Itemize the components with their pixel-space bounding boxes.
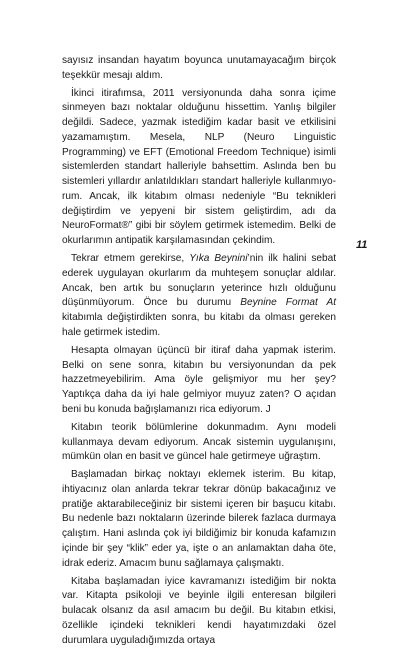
paragraph-text: Hesapta olmayan üçüncü bir itiraf daha yapmak isterim. Belki on sene sonra, kitabın bu versiyonundan da pek hazzetmeyebilirim. Ama öyle gelişmiyor mu her şey? Yaptıkça daha da iyi hale gelmiyor muyuz zaten? O açıdan beni bu konuda bağışlamanızı rica ediyorum. J <box>62 344 336 415</box>
paragraph-text: Başlamadan birkaç noktayı eklemek isterim. Bu kitap, ihtiyacınız olan anlarda tekrar tekrar dönüp bakacağınız ve pratiğe aktarabileceğiniz bir sistemi içeren bir başucu kitabı. Bu nedenle bazı noktaların üzerinde bilerek fazlaca durmaya çalıştım. Hani aslında çok iyi bildiğimiz bir konuda kafamızın içinde bir şey “klik” eder ya, işte o an anlamaktan daha öte, idrak ederiz. Amacım bunu sağlamaya çalışmaktı. <box>62 469 336 569</box>
paragraph <box>62 575 336 649</box>
paragraph-text: İkinci itirafımsa, 2011 versiyonunda daha sonra içime sinmeyen bazı noktalar olduğunu hissettim. Yanlış bilgiler değildi. Sadece, yazmak istediğim kadar basit ve etkilisini yazamamıştım. Mesela, NLP (Neuro Linguistic Programming) ve EFT (Emotional Freedom Technique) isimli sistemlerden standart halleriyle bahsettim. Aslında ben bu sistemleri yıllardır anlatıldıkları standart halleriyle kullanmıyorum. Ancak, ilk kitabım olması nedeniyle “Bu teknikleri değiştirdim ve yepyeni bir sistem geliştirdim, adı da NeuroFormat®” gibi bir söylem getirmek istemedim. Belki de okurlarımın antipatik karşılamasından çekindim. <box>62 87 336 247</box>
paragraph-text: ’nin ilk halini sebat ederek uygulayan okurlarım da muhteşem sonuçlar aldılar. Ancak, ben artık bu sonuçların yeterince hızlı olduğunu düşünmüyorum. Önce bu durumu <box>62 253 337 309</box>
book-title-italic: Beynine Format At <box>240 297 337 309</box>
paragraph <box>62 87 336 249</box>
paragraph <box>62 421 336 465</box>
paragraph <box>62 344 336 418</box>
book-title-italic: Yıka Beynini <box>189 253 248 265</box>
paragraph <box>62 468 336 571</box>
paragraph-text: Tekrar etmem gerekirse, <box>71 253 190 265</box>
paragraph-text: kitabımla değiştirdikten sonra, bu kitabı da olması gereken hale getirmek istedim. <box>62 312 336 338</box>
body-text <box>62 54 336 652</box>
paragraph-text: Kitaba başlamadan iyice kavramanızı istediğim bir nokta var. Kitapta psikoloji ve beyinle ilgili enteresan bilgileri bulacak olsanız da asıl amacım bu değil. Bu kitabın etkisi, özellikle içindeki teknikleri kendi hayatımızdaki özel durumlara uyguladığımızda ortaya <box>62 575 336 646</box>
paragraph <box>62 54 336 84</box>
page-number: 11 <box>356 239 368 251</box>
paragraph-text: Kitabın teorik bölümlerine dokunmadım. Aynı modeli kullanmaya devam ediyorum. Ancak sistemin uygulanışını, mümkün olan en basit ve güncel hale getirmeye uğraştım. <box>62 421 336 463</box>
paragraph <box>62 252 336 341</box>
paragraph-text: sayısız insandan hayatım boyunca unutamayacağım birçok teşekkür mesajı aldım. <box>62 55 336 81</box>
